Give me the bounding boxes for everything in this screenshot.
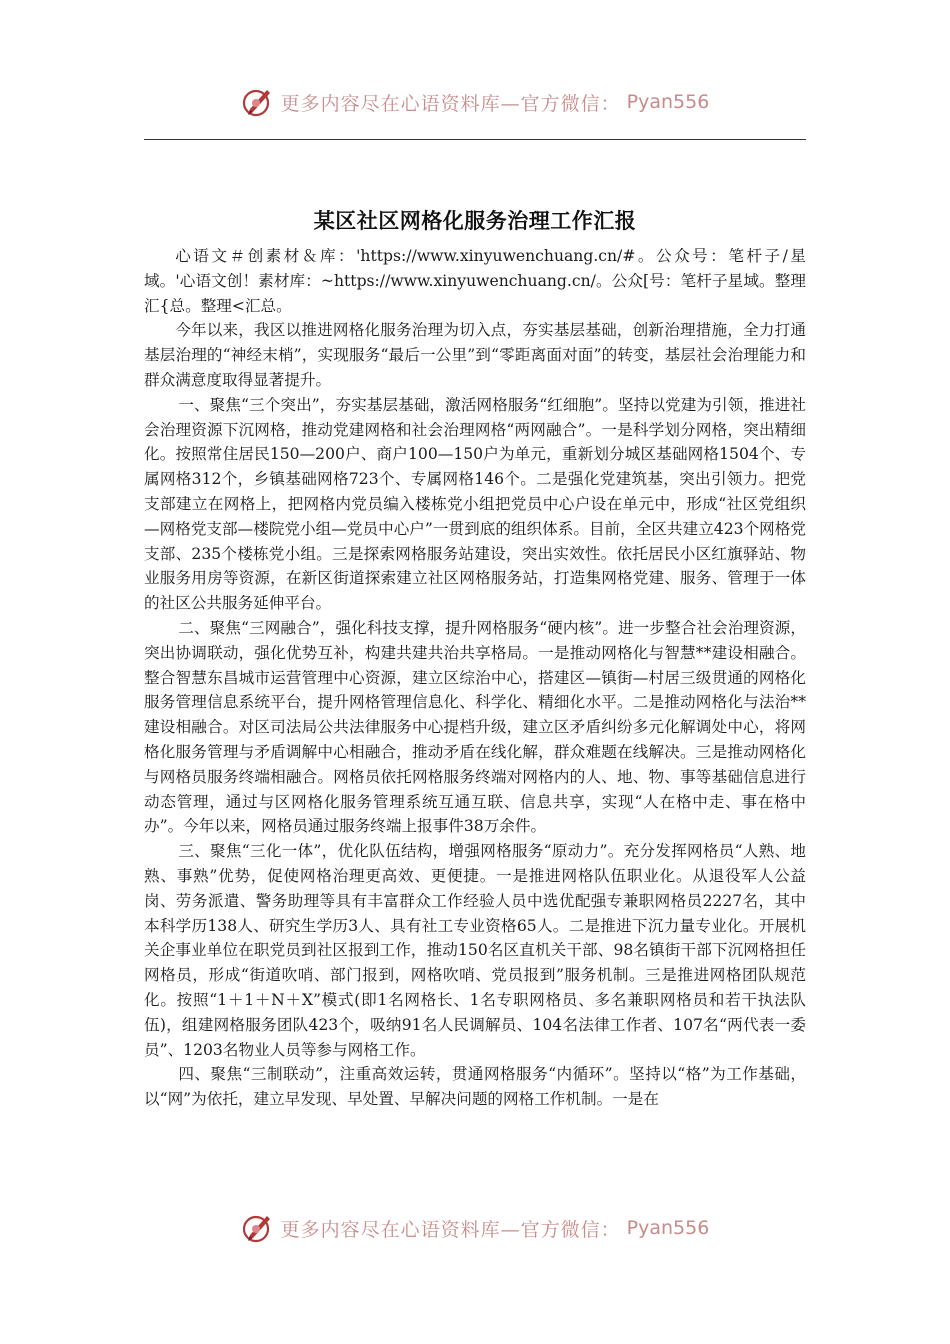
paragraph-intro: 今年以来，我区以推进网格化服务治理为切入点，夯实基层基础，创新治理措施，全力打通基层治理的“神经末梢”，实现服务“最后一公里”到“零距离面对面”的转变，基层社会治理能力和群众满意度取得显著提升。 (144, 321, 806, 389)
document-body (144, 244, 806, 1112)
header-divider (144, 139, 806, 140)
paragraph-section-2: 二、聚焦“三网融合”，强化科技支撑，提升网格服务“硬内核”。进一步整合社会治理资源，突出协调联动，强化优势互补，构建共建共治共享格局。一是推动网格化与智慧**建设相融合。整合智慧东昌城市运营管理中心资源，建立区综治中心，搭建区—镇街—村居三级贯通的网格化服务管理信息系统平台，提升网格管理信息化、科学化、精细化水平。二是推动网格化与法治**建设相融合。对区司法局公共法律服务中心提档升级，建立区矛盾纠纷多元化解调处中心，将网格化服务管理与矛盾调解中心相融合，推动矛盾在线化解，群众难题在线解决。三是推动网格化与网格员服务终端相融合。网格员依托网格服务终端对网格内的人、地、物、事等基础信息进行动态管理，通过与区网格化服务管理系统互通互联、信息共享，实现“人在格中走、事在格中办”。今年以来，网格员通过服务终端上报事件38万余件。 (144, 618, 806, 836)
paragraph-section-4: 四、聚焦“三制联动”，注重高效运转，贯通网格服务“内循环”。坚持以“格”为工作基础，以“网”为依托，建立早发现、早处置、早解决问题的网格工作机制。一是在 (144, 1065, 806, 1109)
paragraph-section-1: 一、聚焦“三个突出”，夯实基层基础，激活网格服务“红细胞”。坚持以党建为引领，推进社会治理资源下沉网格，推动党建网格和社会治理网格“两网融合”。一是科学划分网格，突出精细化。按照常住居民150—200户、商户100—150户为单元，重新划分城区基础网格1504个、专属网格312个，乡镇基础网格723个、专属网格146个。二是强化党建筑基，突出引领力。把党支部建立在网格上，把网格内党员编入楼栋党小组把党员中心户设在单元中，形成“社区党组织—网格党支部—楼院党小组—党员中心户”一贯到底的组织体系。目前，全区共建立423个网格党支部、235个楼栋党小组。三是探索网格服务站建设，突出实效性。依托居民小区红旗驿站、物业服务用房等资源，在新区街道探索建立社区网格服务站，打造集网格党建、服务、管理于一体的社区公共服务延伸平台。 (144, 395, 806, 613)
paragraph-section-3: 三、聚焦“三化一体”，优化队伍结构，增强网格服务“原动力”。充分发挥网格员“人熟、地熟、事熟”优势，促使网格治理更高效、更便捷。一是推进网格队伍职业化。从退役军人公益岗、劳务派遣、警务助理等具有丰富群众工作经验人员中选优配强专兼职网格员2227名，其中本科学历138人、研究生学历3人、具有社工专业资格65人。二是推进下沉力量专业化。开展机关企事业单位在职党员到社区报到工作，推动150名区直机关干部、98名镇街干部下沉网格担任网格员，形成“街道吹哨、部门报到，网格吹哨、党员报到”服务机制。三是推进网格团队规范化。按照“1＋1＋N＋X”模式(即1名网格长、1名专职网格员、多名兼职网格员和若干执法队伍)，组建网格服务团队423个，吸纳91名人民调解员、104名法律工作者、107名“两代表一委员”、1203名物业人员等参与网格工作。 (144, 842, 806, 1059)
pen-logo-icon (241, 85, 275, 119)
footer-banner-wechat-id: Pyan556 (626, 1217, 710, 1239)
banner-wechat-id: Pyan556 (626, 91, 710, 113)
footer-banner (0, 1208, 950, 1248)
pen-logo-icon (241, 1211, 275, 1245)
footer-banner-text: 更多内容尽在心语资料库—官方微信： (280, 1218, 621, 1241)
paragraph-source-note: 心语文＃创素材＆库：'https://www.xinyuwenchuang.cn/#。公众号：笔杆子/星域。'心语文创！素材库：~https://www.xinyuwenchuang.cn/。公众[号：笔杆子星域。整理汇{总。整理<汇总。 (144, 247, 806, 315)
header-banner (0, 82, 950, 122)
document-title: 某区社区网格化服务治理工作汇报 (313, 209, 637, 233)
banner-text: 更多内容尽在心语资料库—官方微信： (280, 92, 621, 115)
